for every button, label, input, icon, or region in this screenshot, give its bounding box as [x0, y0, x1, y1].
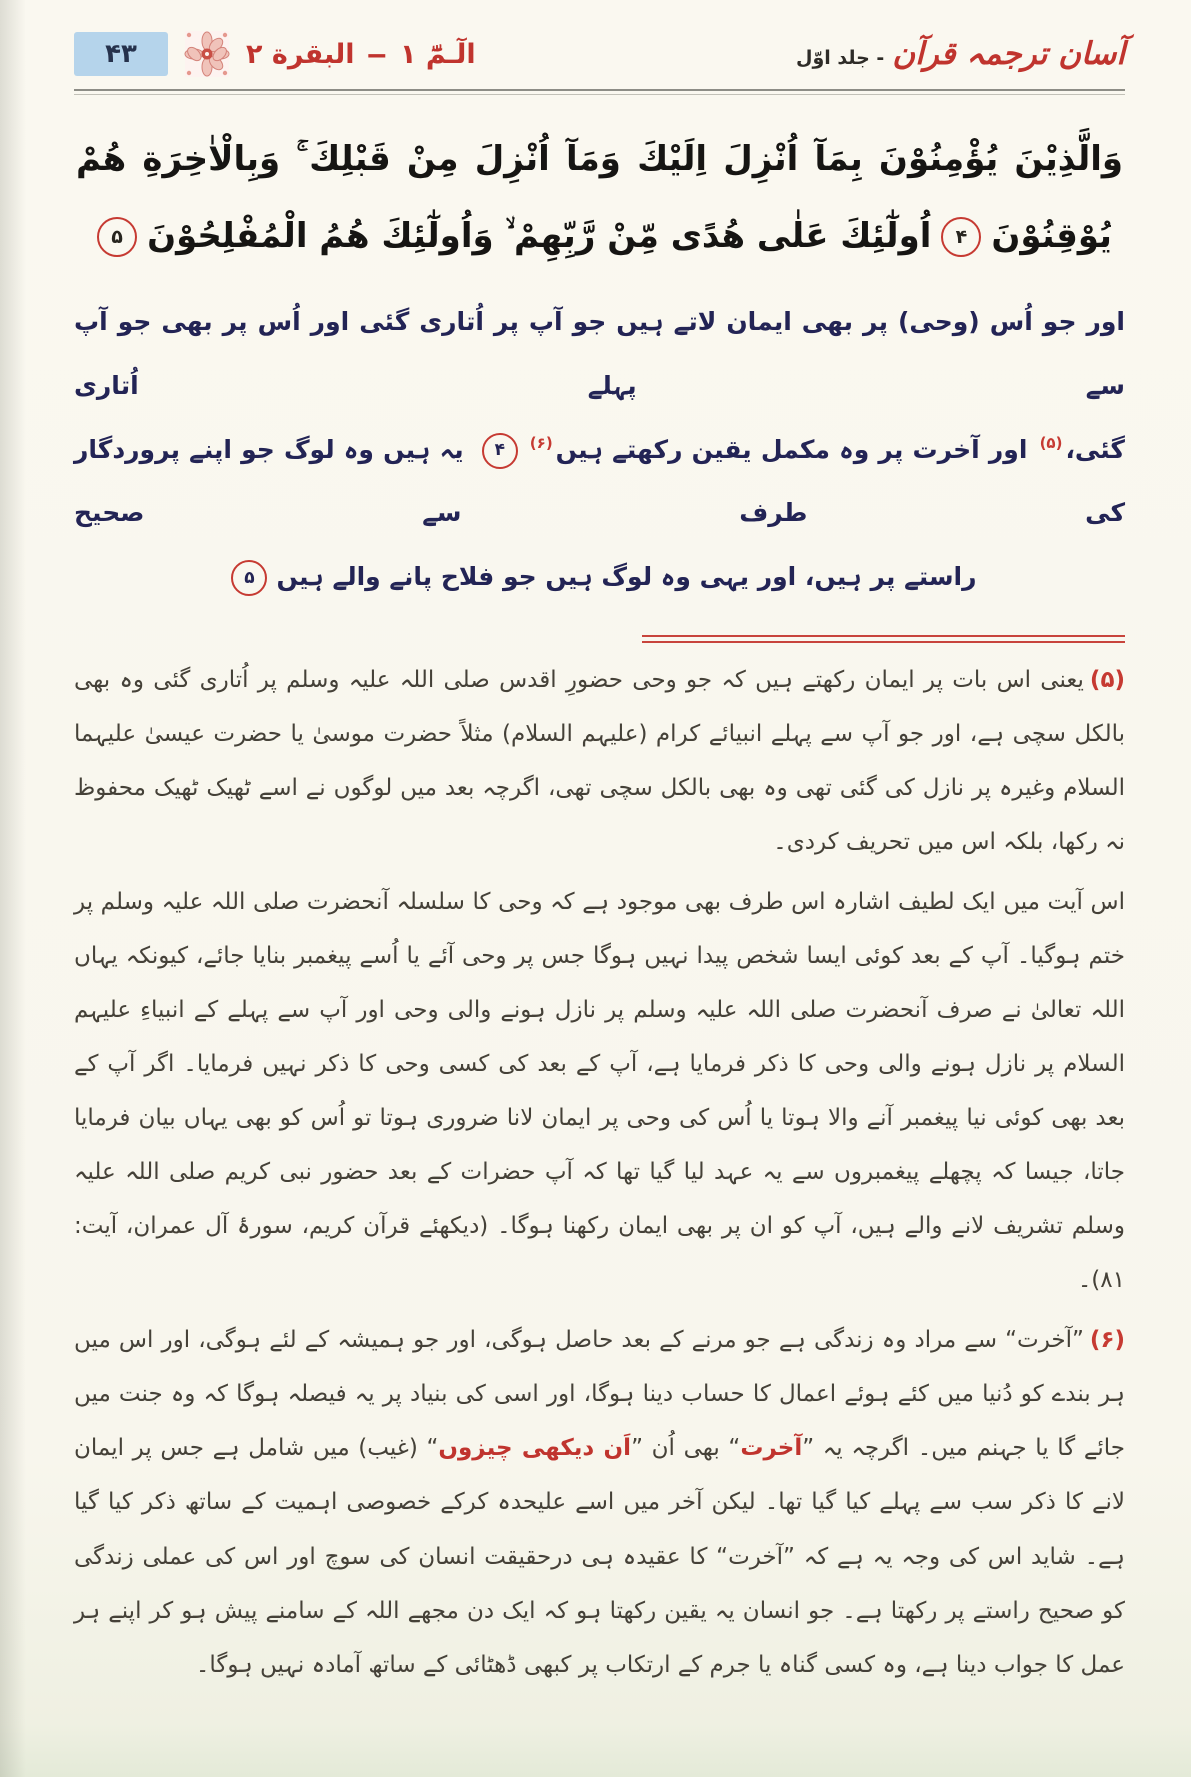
translation-text-2a: گئی، — [1065, 434, 1125, 464]
footnote-6-red-term-akhirat: آخرت — [740, 1435, 803, 1462]
translation-text-3: راستے پر ہیں، اور یہی وہ لوگ ہیں جو فلاح پانے والے ہیں — [276, 562, 977, 591]
muqattaat-label: الٓـمّٓ ١ — [399, 38, 476, 70]
footnote-5-paragraph-1 — [74, 653, 1125, 869]
footnote-6-text-2: “ بھی اُن ” — [631, 1435, 741, 1462]
footnote-6-paragraph — [74, 1313, 1125, 1691]
volume-label: - جلد اوّل — [795, 47, 885, 69]
footnote-6-marker: (۶) — [1089, 1327, 1125, 1354]
surah-name-label: البقرة ٢ — [246, 38, 355, 70]
footnote-6-red-term-unseen: اَن دیکھی چیزوں — [438, 1435, 632, 1462]
quran-verse4-text-a: وَالَّذِيْنَ يُؤْمِنُوْنَ بِمَآ اُنْزِلَ اِلَيْكَ وَمَآ اُنْزِلَ مِنْ قَبْلِكَ ۚ وَبِالْاٰخِرَةِ هُمْ — [76, 139, 1123, 179]
book-title: آسان ترجمہ قرآن — [892, 36, 1125, 72]
footnote-ref-5: (۵) — [1039, 434, 1063, 453]
verse-5-end-marker: ۵ — [97, 217, 137, 257]
footnote-ref-6: (۶) — [529, 434, 553, 453]
page-number-badge: ۴۳ — [74, 32, 168, 76]
translation-line-3 — [74, 545, 1125, 609]
quran-verse5-text: اُولٰٓئِكَ عَلٰى هُدًى مِّنْ رَّبِّهِمْ ۙ وَاُولٰٓئِكَ هُمُ الْمُفْلِحُوْنَ — [147, 215, 932, 256]
surah-info-group — [74, 30, 476, 78]
footnote-divider-rule — [642, 635, 1125, 643]
rosette-ornament-icon — [184, 30, 230, 78]
translation-text-1: اور جو اُس (وحی) پر بھی ایمان لاتے ہیں جو آپ پر اُتاری گئی اور اُس پر بھی جو آپ سے پہلے اُتاری — [74, 307, 1125, 400]
footnote-5-marker: (۵) — [1089, 666, 1125, 693]
footnote-6-text-1: ”آخرت“ سے مراد وہ زندگی ہے جو مرنے کے بعد حاصل ہوگی، اور جو ہمیشہ کے لئے ہوگی، اور اس میں ہر بندے کو دُنیا میں کئے ہوئے اعمال کا حساب دینا ہوگا، اور اسی کی بنیاد پر یہ فیصلہ ہوگا کہ وہ جنت میں جائے گا یا جہنم میں۔ اگرچہ یہ ” — [74, 1327, 1126, 1462]
quran-verse4-text-b: يُوْقِنُوْنَ — [991, 215, 1112, 256]
translation-text-2b: اور آخرت پر وہ مکمل یقین رکھتے ہیں — [555, 434, 1028, 464]
quran-verse-block — [74, 95, 1125, 280]
quran-line-1 — [76, 121, 1123, 198]
footnote-6-text-3: “ (غیب) میں شامل ہے جس پر ایمان لانے کا ذکر سب سے پہلے کیا گیا تھا۔ لیکن آخر میں اسے علیحدہ کرکے خصوصی اہمیت کے ساتھ ذکر کیا گیا ہے۔ شاید اس کی وجہ یہ ہے کہ ”آخرت“ کا عقیدہ ہی درحقیقت انسان کی سوچ اور اس کی عملی زندگی کو صحیح راستے پر رکھتا ہے۔ جو انسان یہ یقین رکھتا ہو کہ ایک دن مجھے اللہ کے سامنے پیش ہو کر اپنے ہر عمل کا جواب دینا ہے، وہ کسی گناہ یا جرم کے ارتکاب پر کبھی ڈھٹائی کے ساتھ آمادہ نہیں ہوگا۔ — [74, 1435, 1125, 1678]
verse-4-end-marker: ۴ — [941, 217, 981, 257]
urdu-translation-block — [74, 290, 1125, 609]
book-title-group — [796, 36, 1125, 72]
footnote-5-text-1: یعنی اس بات پر ایمان رکھتے ہیں کہ جو وحی حضورِ اقدس صلی اللہ علیہ وسلم پر اُتاری گئی وہ بھی بالکل سچی ہے، اور جو آپ سے پہلے انبیائے کرام (علیہم السلام) مثلاً حضرت موسیٰ یا حضرت عیسیٰ علیہما السلام وغیرہ پر نازل کی گئی تھی وہ بھی بالکل سچی تھی، اگرچہ بعد میں لوگوں نے اسے ٹھیک ٹھیک محفوظ نہ رکھا، بلکہ اس میں تحریف کردی۔ — [74, 666, 1125, 855]
translation-verse-5-marker: ۵ — [231, 560, 267, 596]
footnotes-block — [74, 653, 1125, 1692]
translation-line-1 — [74, 290, 1125, 418]
page-header — [74, 26, 1125, 82]
translation-verse-4-marker: ۴ — [482, 433, 518, 469]
translation-text-2c: یہ ہیں وہ لوگ جو اپنے پروردگار کی طرف سے صحیح — [74, 434, 1125, 528]
footnote-5-paragraph-2 — [74, 875, 1125, 1307]
translation-line-2 — [74, 418, 1125, 546]
quran-line-2 — [76, 198, 1123, 275]
footnote-5-text-2: اس آیت میں ایک لطیف اشارہ اس طرف بھی موجود ہے کہ وحی کا سلسلہ آنحضرت صلی اللہ علیہ وسلم پر ختم ہوگیا۔ آپ کے بعد کوئی ایسا شخص پیدا نہیں ہوگا جس پر وحی آئے یا اُسے پیغمبر بنایا جائے، کیونکہ یہاں اللہ تعالیٰ نے صرف آنحضرت صلی اللہ علیہ وسلم پر نازل ہونے والی وحی اور آپ سے پہلے کے انبیاءِ علیہم السلام پر نازل ہونے والی وحی کا ذکر فرمایا ہے، آپ کے بعد کی کسی وحی کا ذکر نہیں فرمایا۔ اگر آپ کے بعد بھی کوئی نیا پیغمبر آنے والا ہوتا یا اُس کی وحی پر ایمان لانا ضروری ہوتا تو اُس کو بھی یہاں بیان فرمایا جاتا، جیسا کہ پچھلے پیغمبروں سے یہ عہد لیا گیا تھا کہ آپ حضرات کے بعد حضور نبی کریم صلی اللہ علیہ وسلم تشریف لانے والے ہیں، آپ کو ان پر بھی ایمان رکھنا ہوگا۔ (دیکھئے قرآن کریم، سورۂ آل عمران، آیت: ۸۱)۔ — [74, 888, 1125, 1294]
header-dash: – — [366, 38, 389, 70]
